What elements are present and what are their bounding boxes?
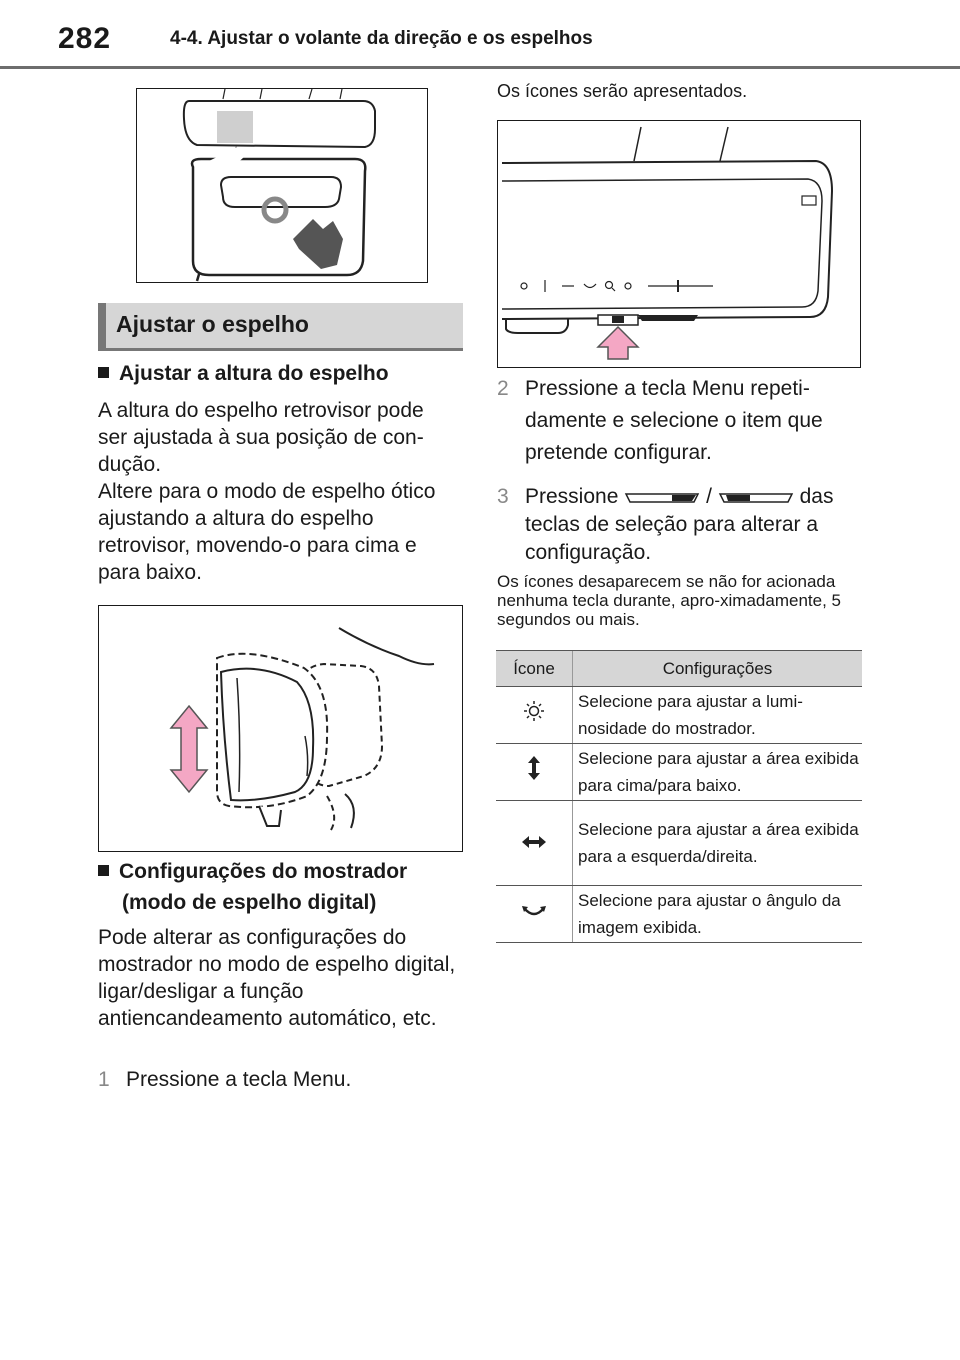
paragraph-height-intro: A altura do espelho retrovisor pode ser ajustada à sua posição de con-dução.	[98, 399, 424, 476]
column-header-settings: Configurações	[573, 651, 863, 687]
row-description: Selecione para ajustar a lumi-nosidade do mostrador.	[573, 687, 863, 744]
row-description: Selecione para ajustar a área exibida para cima/para baixo.	[573, 744, 863, 801]
step-number: 1	[98, 1068, 110, 1091]
step-number: 3	[497, 485, 509, 508]
step-2: 2 Pressione a tecla Menu repeti- damente e selecione o item que pretende configurar.	[497, 373, 857, 469]
select-key-left-icon	[624, 490, 700, 504]
section-heading: Ajustar o espelho	[116, 311, 309, 337]
vertical-arrow-icon	[527, 755, 541, 781]
table-row	[496, 744, 862, 801]
horizontal-arrow-icon	[521, 835, 547, 849]
figure-digital-mirror-icons	[497, 120, 861, 368]
subheading-display-settings-line2: (modo de espelho digital)	[122, 891, 377, 914]
brightness-icon	[523, 700, 545, 722]
header-rule	[0, 66, 960, 69]
square-bullet-icon	[98, 865, 109, 876]
table-row	[496, 886, 862, 943]
table-row	[496, 801, 862, 886]
chapter-section-title: 4-4. Ajustar o volante da direção e os espelhos	[170, 28, 593, 49]
step-1: 1 Pressione a tecla Menu.	[98, 1068, 352, 1091]
paragraph-display-settings: Pode alterar as configurações do mostrador no modo de espelho digital, ligar/desligar a função antiencandeamento automático, etc.	[98, 926, 456, 1030]
row-description: Selecione para ajustar a área exibida para a esquerda/direita.	[573, 801, 863, 886]
page-number: 282	[58, 22, 112, 55]
section-heading-box	[98, 303, 463, 351]
table-header-row	[496, 651, 862, 687]
note-icons-disappear: Os ícones desaparecem se não for acionada nenhuma tecla durante, apro-ximadamente, 5 segundos ou mais.	[497, 572, 841, 629]
column-header-icon: Ícone	[496, 651, 573, 687]
figure-mirror-menu-button	[136, 88, 428, 283]
step-3: 3 Pressione / das teclas de seleção para alterar a configuração.	[497, 485, 834, 564]
figure-mirror-up-down	[98, 605, 463, 852]
subheading-mirror-height: Ajustar a altura do espelho	[98, 359, 458, 389]
square-bullet-icon	[98, 367, 109, 378]
tilt-arrow-icon	[521, 904, 547, 920]
icon-settings-table	[496, 650, 862, 943]
section-heading-bar	[98, 303, 106, 348]
select-key-right-icon	[718, 490, 794, 504]
paragraph-height-optical: Altere para o modo de espelho ótico ajustando a altura do espelho retrovisor, movendo-o para cima e para baixo.	[98, 480, 436, 584]
subheading-display-settings: Configurações do mostrador	[98, 857, 458, 887]
table-row	[496, 687, 862, 744]
step-number: 2	[497, 377, 509, 400]
caption-icons-shown: Os ícones serão apresentados.	[497, 81, 748, 101]
row-description: Selecione para ajustar o ângulo da imagem exibida.	[573, 886, 863, 943]
